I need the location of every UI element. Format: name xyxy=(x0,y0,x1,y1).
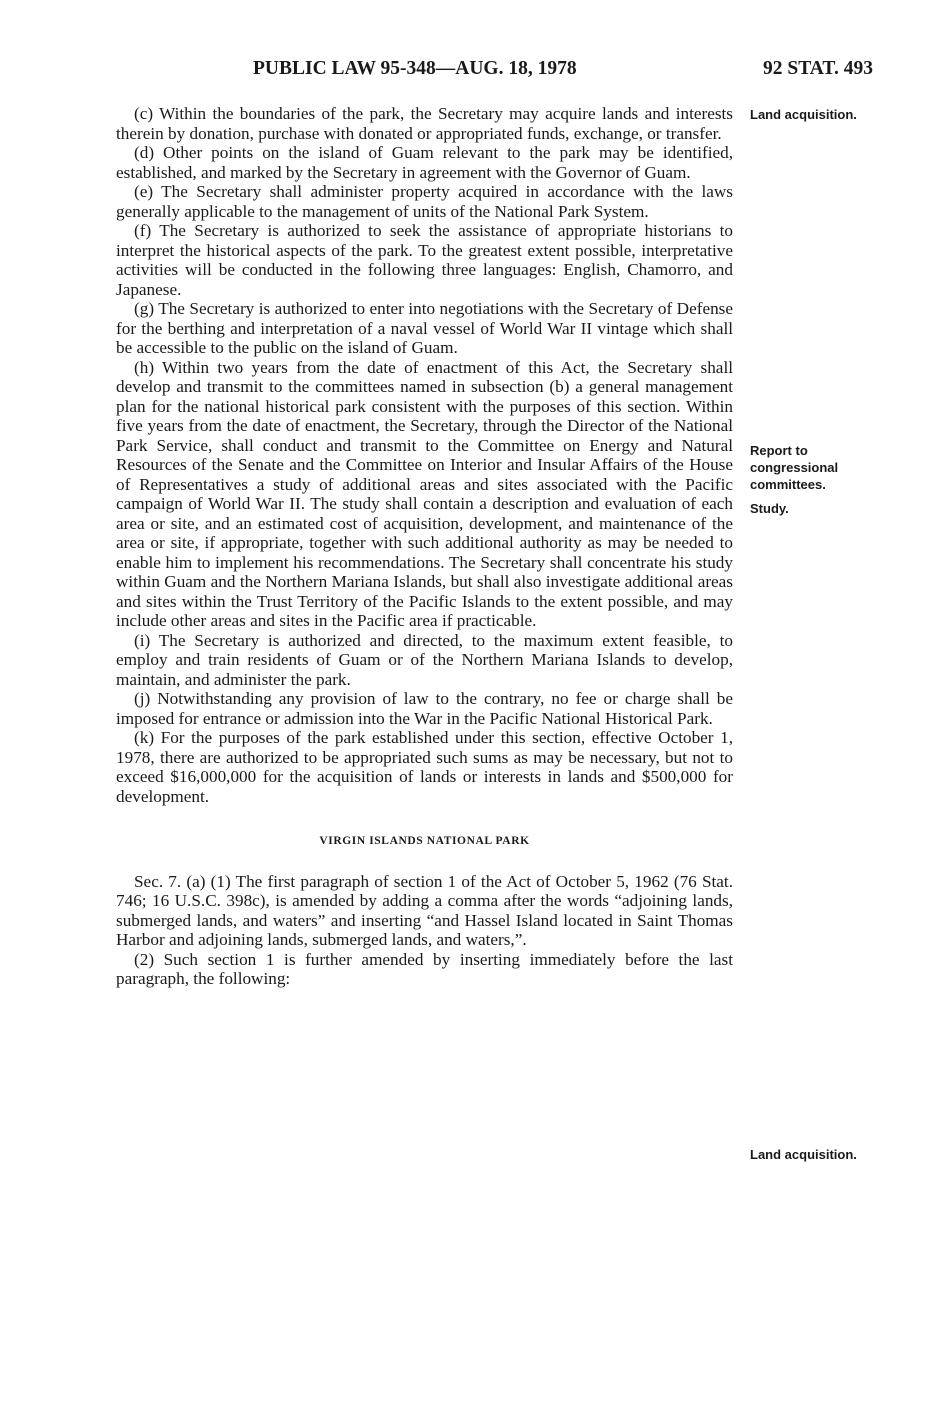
section-7-a1: Sec. 7. (a) (1) The first paragraph of section 1 of the Act of October 5, 1962 (76 Stat. 746; 16 U.S.C. 398c), is amended by adding a comma after the words “adjoining lands, submerged lands, and waters” and inserting “and Hassel Island located in Saint Thomas Harbor and adjoining lands, submerged lands, and waters,”. xyxy=(116,871,733,949)
law-title: PUBLIC LAW 95-348—AUG. 18, 1978 xyxy=(253,58,577,79)
paragraph-g: (g) The Secretary is authorized to enter into negotiations with the Secretary of Defense for the berthing and interpretation of a naval vessel of World War II vintage which shall be accessible to the public on the island of Guam. xyxy=(116,299,733,357)
paragraph-f: (f) The Secretary is authorized to seek the assistance of appropriate historians to interpret the historical aspects of the park. To the greatest extent possible, interpretative activities will be conducted in the following three languages: English, Chamorro, and Japanese. xyxy=(116,221,733,299)
paragraph-c: (c) Within the boundaries of the park, the Secretary may acquire lands and interests therein by donation, purchase with donated or appropriated funds, exchange, or transfer. xyxy=(116,104,733,143)
stat-page-number: 92 STAT. 493 xyxy=(763,58,873,79)
body-text xyxy=(116,104,733,989)
paragraph-d: (d) Other points on the island of Guam relevant to the park may be identified, established, and marked by the Secretary in agreement with the Governor of Guam. xyxy=(116,143,733,182)
margin-note-land-acquisition-2: Land acquisition. xyxy=(750,1147,857,1162)
paragraph-e: (e) The Secretary shall administer property acquired in accordance with the laws generally applicable to the management of units of the National Park System. xyxy=(116,182,733,221)
running-head xyxy=(0,58,945,84)
section-heading: VIRGIN ISLANDS NATIONAL PARK xyxy=(319,835,530,847)
margin-note-report-line-2: congressional xyxy=(750,460,839,475)
paragraph-i: (i) The Secretary is authorized and directed, to the maximum extent feasible, to employ and train residents of Guam or of the Northern Mariana Islands to develop, maintain, and administer the park. xyxy=(116,630,733,689)
paragraph-h: (h) Within two years from the date of enactment of this Act, the Secretary shall develop and transmit to the committees named in subsection (b) a general management plan for the national historical park consistent with the purposes of this section. Within five years from the date of enactment, the Secretary, through the Director of the National Park Service, shall conduct and transmit to the Committee on Energy and Natural Resources of the Senate and the Committee on Interior and Insular Affairs of the House of Representatives a study of additional areas and sites associated with the Pacific campaign of World War II. The study shall contain a description and evaluation of each area or site, and an estimated cost of acquisition, development, and maintenance of the area or site, if appropriate, together with such additional authority as may be needed to enable him to implement his recommendations. The Secretary shall concentrate his study within Guam and the Northern Mariana Islands, but shall also investigate additional areas and sites within the Trust Territory of the Pacific Islands to the extent possible, and may include other areas and sites in the Pacific area if practicable. xyxy=(116,357,733,630)
margin-note-report-line-1: Report to xyxy=(750,443,808,458)
margin-note-report-line-3: committees. xyxy=(750,477,826,492)
paragraph-j: (j) Notwithstanding any provision of law to the contrary, no fee or charge shall be imposed for entrance or admission into the War in the Pacific National Historical Park. xyxy=(116,689,733,728)
margin-note-land-acquisition: Land acquisition. xyxy=(750,107,857,122)
section-7-a2: (2) Such section 1 is further amended by inserting immediately before the last paragraph, the following: xyxy=(116,949,733,988)
margin-note-study: Study. xyxy=(750,501,789,516)
paragraph-k: (k) For the purposes of the park established under this section, effective October 1, 1978, there are authorized to be appropriated such sums as may be necessary, but not to exceed $16,000,000 for the acquisition of lands or interests in lands and $500,000 for development. xyxy=(116,728,733,806)
